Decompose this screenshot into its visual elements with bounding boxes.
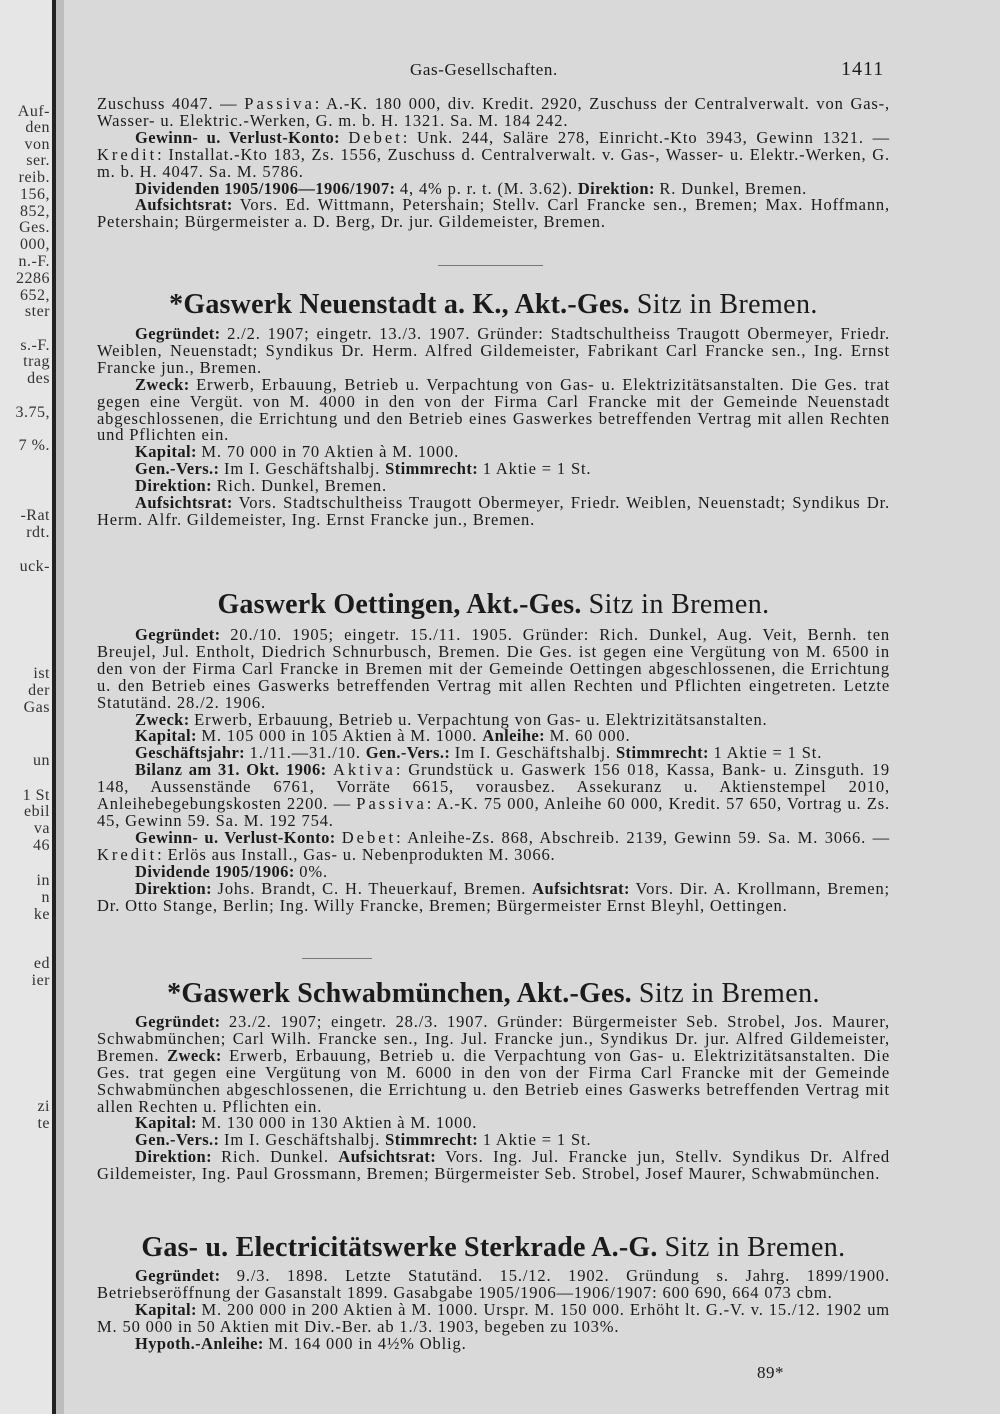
field-text: M. 105 000 in 105 Aktien à M. 1000. xyxy=(201,726,483,746)
margin-fragment: 652, xyxy=(20,287,50,304)
field-text: Vors. Ed. Wittmann, Petershain; Stellv. Carl Francke sen., Bremen; Max. Hoffmann, Petershain; Bürgermeister a. D. Berg, Dr. jur. Gildemeister, Bremen. xyxy=(97,195,890,232)
company-entry-body xyxy=(97,1014,890,1183)
margin-fragment: zi xyxy=(37,1098,50,1115)
entry-paragraph xyxy=(97,96,890,130)
spaced-term: Passiva xyxy=(356,794,427,814)
field-label: Stimmrecht: xyxy=(385,459,483,479)
field-label: Direktion: xyxy=(135,476,217,496)
field-label: Anleihe: xyxy=(482,726,550,746)
spaced-term: Debet xyxy=(341,827,397,847)
field-label: Gegründet: xyxy=(135,625,231,644)
field-text: M. 200 000 in 200 Aktien à M. 1000. Urspr. M. 150 000. Erhöht lt. G.-V. v. 15./12. 1902 um M. 50 000 in 50 Aktien mit Div.-Ber. ab 1./3. 1903, begeben zu 103%. xyxy=(97,1299,890,1336)
field-text: Im I. Geschäftshalbj. xyxy=(454,743,616,763)
entry-paragraph xyxy=(97,326,890,377)
field-label: Kapital: xyxy=(135,1113,202,1133)
field-text: M. 130 000 in 130 Aktien à M. 1000. xyxy=(201,1113,478,1133)
field-text: Rich. Dunkel. xyxy=(221,1147,339,1167)
field-text: 9./3. 1898. Letzte Statutänd. 15./12. 1902. Gründung s. Jahrg. 1899/1900. Betriebseröffnung der Gasanstalt 1899. Gasabgabe 1905/1906—1906/1907: 600 690, 664 073 cbm. xyxy=(97,1266,890,1302)
company-heading xyxy=(97,978,890,1010)
margin-fragment: ser. xyxy=(26,152,50,169)
field-label: Aufsichtsrat: xyxy=(532,878,636,898)
running-title: Gas-Gesellschaften. xyxy=(410,60,558,79)
entry-paragraph xyxy=(97,374,890,445)
entry-paragraph xyxy=(97,1014,890,1115)
field-label: Zweck: xyxy=(167,1045,230,1065)
field-text: : Unk. 244, Saläre 278, Einricht.-Kto 3943, Gewinn 1321. — xyxy=(402,127,890,147)
previous-page-margin xyxy=(0,0,52,1414)
field-label: Gen.-Vers.: xyxy=(135,1130,224,1150)
margin-fragment: des xyxy=(27,370,50,387)
field-label: Gegründet: xyxy=(135,324,228,343)
field-text: : A.-K. 75 000, Anleihe 60 000, Kredit. 57 650, Vortrag u. Zs. 45, Gewinn 59. Sa. M. 192 754. xyxy=(97,794,891,830)
entry-paragraph xyxy=(97,1333,890,1353)
field-text: 1 Aktie = 1 St. xyxy=(482,459,592,479)
page-number: 1411 xyxy=(841,58,885,80)
margin-fragment: Auf- xyxy=(17,103,50,120)
margin-fragment: von xyxy=(24,136,50,153)
entry-paragraph xyxy=(97,1268,890,1302)
margin-fragment: ebil xyxy=(24,803,50,820)
company-name: *Gaswerk Neuenstadt a. K., Akt.-Ges. xyxy=(169,289,630,320)
field-text: 2./2. 1907; eingetr. 13./3. 1907. Gründer: Stadtschultheiss Traugott Obermeyer, Friedr. Weiblen, Neuenstadt; Syndikus Dr. Herm. Alfred Gildemeister, Fabrikant Carl Francke sen., Ing. Ernst Francke jun., Bremen. xyxy=(97,324,890,377)
margin-fragment: ed xyxy=(33,955,50,972)
field-text: 1 Aktie = 1 St. xyxy=(713,743,823,763)
field-label: Zweck: xyxy=(135,709,195,729)
field-text: Im I. Geschäftshalbj. xyxy=(223,1130,386,1150)
field-text: M. 60 000. xyxy=(549,726,631,746)
spaced-term: Kredit xyxy=(97,144,158,164)
company-entry-body xyxy=(97,96,890,231)
field-text: : Erlös aus Install., Gas- u. Nebenprodukten M. 3066. xyxy=(157,844,556,864)
margin-fragment: va xyxy=(33,820,50,837)
margin-fragment: der xyxy=(28,682,50,699)
field-label: Direktion: xyxy=(135,878,218,898)
company-seat: Sitz in Bremen. xyxy=(664,1232,846,1263)
field-text: M. 164 000 in 4½% Oblig. xyxy=(268,1333,467,1353)
company-name: Gaswerk Oettingen, Akt.-Ges. xyxy=(217,589,582,620)
field-text: Johs. Brandt, C. H. Theuerkauf, Bremen. xyxy=(217,878,533,898)
margin-fragment: in xyxy=(36,872,50,889)
field-label: Direktion: xyxy=(135,1147,222,1167)
field-text: R. Dunkel, Bremen. xyxy=(659,178,808,198)
entry-paragraph xyxy=(97,495,890,529)
field-text: Erwerb, Erbauung, Betrieb u. die Verpachtung von Gas- u. Elektrizitätsanstalten. Die Ges. trat gegen eine Vergütung von M. 6000 in den von der Firma Carl Francke mit der Gemeinde Schwabmünchen abgeschlossenen, die Errichtung u. den Betrieb eines Gaswerks betreffenden Vertrag mit allen Rechten u. Pflichten ein. xyxy=(97,1045,891,1116)
field-text: M. 70 000 in 70 Aktien à M. 1000. xyxy=(201,442,460,462)
field-label: Aufsichtsrat: xyxy=(338,1147,446,1167)
field-label: Kapital: xyxy=(135,442,202,462)
field-label: Stimmrecht: xyxy=(385,1130,483,1150)
field-label: Dividende 1905/1906: xyxy=(135,861,300,881)
field-label: Gen.-Vers.: xyxy=(365,743,455,763)
field-label: Aufsichtsrat: xyxy=(135,493,239,513)
field-label: Gewinn- u. Verlust-Konto: xyxy=(135,827,342,847)
field-text: : Installat.-Kto 183, Zs. 1556, Zuschuss d. Centralverwalt. v. Gas-, Wasser- u. Elektr.-Werken, G. m. b. H. 4047. Sa. M. 5786. xyxy=(97,144,890,181)
running-head xyxy=(0,60,1000,84)
spaced-term: Debet xyxy=(348,127,403,147)
margin-fragment: 1 St xyxy=(22,787,50,804)
company-seat: Sitz in Bremen. xyxy=(636,289,818,320)
margin-fragment: n xyxy=(41,889,50,906)
entry-paragraph xyxy=(97,1149,890,1183)
field-text: 1./11.—31./10. xyxy=(249,743,366,763)
signature-mark: 89* xyxy=(757,1363,784,1382)
field-text: 1 Aktie = 1 St. xyxy=(482,1130,592,1150)
margin-fragment: 852, xyxy=(20,203,50,220)
company-entry-body xyxy=(97,1268,890,1353)
margin-fragment: trag xyxy=(23,353,50,370)
entry-paragraph xyxy=(97,127,890,181)
field-text: : A.-K. 180 000, div. Kredit. 2920, Zuschuss der Centralverwalt. von Gas-, Wasser- u. Elektric.-Werken, G. m. b. H. 1321. Sa. M. 184 242. xyxy=(97,94,890,130)
margin-fragment: -Rat xyxy=(20,507,50,524)
entry-paragraph xyxy=(97,627,890,712)
field-text: Im I. Geschäftshalbj. xyxy=(223,459,386,479)
field-text: Rich. Dunkel, Bremen. xyxy=(216,476,388,496)
spaced-term: Kredit xyxy=(97,844,158,864)
spaced-term: Passiva xyxy=(244,94,315,113)
field-text: 23./2. 1907; eingetr. 28./3. 1907. Gründer: Bürgermeister Seb. Strobel, Jos. Maurer, Schwabmünchen; Carl Wilh. Francke sen., Ing. Jul. Francke jun., Syndikus Dr. jur. Alfred Gildemeister, Bremen. xyxy=(97,1012,890,1065)
field-text: 20./10. 1905; eingetr. 15./11. 1905. Gründer: Rich. Dunkel, Aug. Veit, Bernh. ten Breujel, Jul. Entholt, Diedrich Schnurbusch, Bremen. Die Ges. ist gegen eine Vergütung von M. 6500 in den von der Firma Carl Francke in Bremen mit der Gemeinde Oettingen abgeschlossenen, die Errichtung u. den Betrieb eines Gaswerks betreffenden Vertrag mit allen Rechten und Pflichten eingetreten. Letzte Statutänd. 28./2. 1906. xyxy=(97,625,890,712)
margin-fragment: te xyxy=(37,1115,50,1132)
margin-fragment: Ges. xyxy=(19,219,50,236)
margin-fragment: 000, xyxy=(20,236,50,253)
field-label: Gewinn- u. Verlust-Konto: xyxy=(135,127,349,147)
field-text: Vors. Dir. A. Krollmann, Bremen; Dr. Otto Stange, Berlin; Ing. Willy Francke, Bremen; Bürgermeister Ernst Bleyhl, Oettingen. xyxy=(97,878,890,915)
field-label: Hypoth.-Anleihe: xyxy=(135,1333,269,1353)
company-seat: Sitz in Bremen. xyxy=(588,589,770,620)
margin-fragment: rdt. xyxy=(26,524,50,541)
field-text: Erwerb, Erbauung, Betrieb u. Verpachtung von Gas- u. Elektrizitätsanstalten. xyxy=(194,709,768,729)
field-label: Gen.-Vers.: xyxy=(135,459,224,479)
field-label: Gegründet: xyxy=(135,1012,229,1031)
margin-fragment: 3.75, xyxy=(15,404,50,421)
company-heading xyxy=(97,289,890,321)
margin-fragment: ist xyxy=(33,665,50,682)
field-text: 0%. xyxy=(299,861,328,881)
field-label: Kapital: xyxy=(135,1299,202,1319)
field-label: Direktion: xyxy=(577,178,660,198)
margin-fragment: den xyxy=(25,119,50,136)
field-label: Aufsichtsrat: xyxy=(135,195,240,215)
margin-fragment: uck- xyxy=(19,558,50,575)
margin-fragment: ster xyxy=(24,303,50,320)
margin-fragment: 46 xyxy=(33,837,50,854)
entry-paragraph xyxy=(97,1299,890,1336)
margin-fragment: s.-F. xyxy=(20,337,50,354)
field-label: Stimmrecht: xyxy=(615,743,714,763)
company-heading xyxy=(97,589,890,621)
company-name: Gas- u. Electricitätswerke Sterkrade A.-G. xyxy=(141,1232,658,1263)
page-gutter-shadow xyxy=(56,0,64,1414)
spaced-term: Aktiva xyxy=(332,760,396,780)
margin-fragment: ier xyxy=(31,972,50,989)
field-text: Erwerb, Erbauung, Betrieb u. Verpachtung von Gas- u. Elektrizitätsanstalten. Die Ges. trat gegen eine Vergüt. von M. 4000 in den von der Firma Carl Francke mit der Gemeinde Neuenstadt abgeschlossenen, die Errichtung und den Betrieb eines Gaswerkes betreffenden Vertrag mit allen Rechten und Pflichten ein. xyxy=(97,374,890,445)
margin-fragment: n.-F. xyxy=(18,253,50,270)
margin-fragment: Gas xyxy=(23,699,50,716)
entry-paragraph xyxy=(97,197,890,231)
field-text: Vors. Stadtschultheiss Traugott Obermeyer, Friedr. Weiblen, Neuenstadt; Syndikus Dr. Herm. Alfr. Gildemeister, Ing. Ernst Francke jun., Bremen. xyxy=(97,493,890,529)
margin-fragment: 156, xyxy=(20,186,50,203)
company-heading xyxy=(97,1232,890,1264)
field-label: Gegründet: xyxy=(135,1266,237,1285)
margin-fragment: reib. xyxy=(18,169,50,186)
entry-paragraph xyxy=(97,827,890,864)
field-label: Dividenden 1905/1906—1906/1907: xyxy=(135,178,400,198)
margin-fragment: un xyxy=(33,752,50,769)
entry-paragraph xyxy=(97,878,890,915)
margin-fragment: 2286 xyxy=(16,270,50,287)
entry-paragraph xyxy=(97,762,890,830)
field-text: Zuschuss 4047. — xyxy=(97,94,245,113)
margin-fragment: ke xyxy=(33,906,50,923)
company-entry-body xyxy=(97,326,890,529)
field-text: : Anleihe-Zs. 868, Abschreib. 2139, Gewinn 59. Sa. M. 3066. — xyxy=(396,827,890,847)
section-divider xyxy=(438,265,543,266)
company-entry-body xyxy=(97,627,890,914)
field-text: : Grundstück u. Gaswerk 156 018, Kassa, Bank- u. Zinsguth. 19 148, Aussenstände 6761, Vorräte 6615, vorausbez. Assekuranz u. Aktienstempel 2010, Anleihebegebungskosten 2200. — xyxy=(97,760,891,814)
field-label: Geschäftsjahr: xyxy=(135,743,250,763)
company-seat: Sitz in Bremen. xyxy=(638,978,820,1009)
field-label: Bilanz am 31. Okt. 1906: xyxy=(135,760,333,780)
field-label: Zweck: xyxy=(135,374,197,394)
margin-fragment: 7 %. xyxy=(18,437,50,454)
field-text: 4, 4% p. r. t. (M. 3.62). xyxy=(399,178,578,198)
field-text: Vors. Ing. Jul. Francke jun, Stellv. Syndikus Dr. Alfred Gildemeister, Ing. Paul Grossmann, Bremen; Bürgermeister Seb. Strobel, Josef Maurer, Schwabmünchen. xyxy=(97,1147,890,1184)
section-divider xyxy=(302,958,372,959)
company-name: *Gaswerk Schwabmünchen, Akt.-Ges. xyxy=(167,978,632,1009)
field-label: Kapital: xyxy=(135,726,202,746)
